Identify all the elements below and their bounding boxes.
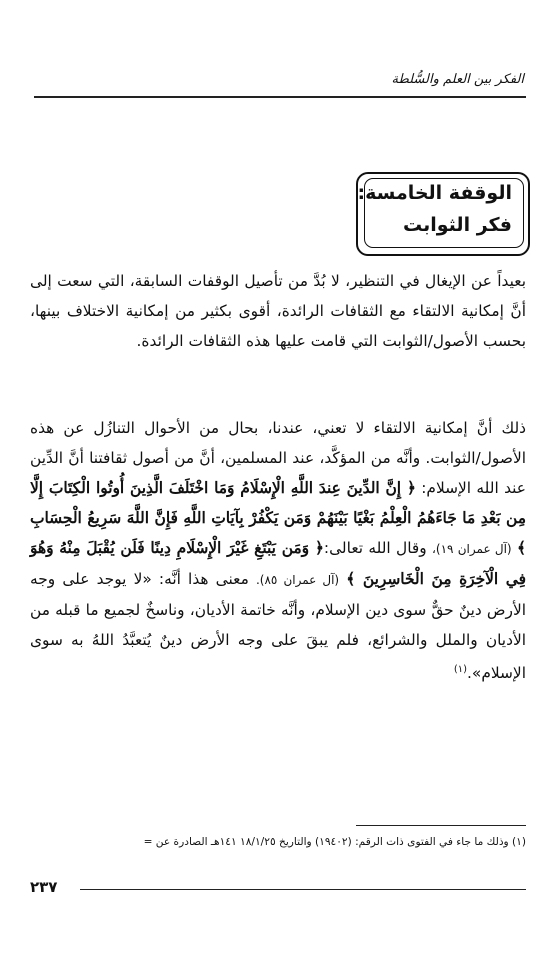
quran-verse-1: ﴿ إِنَّ الدِّينَ عِندَ اللَّهِ الْإِسْلَامُ وَمَا اخْتَلَفَ الَّذِينَ أُوتُوا الْكِتَابَ إِلَّا مِن بَعْدِ مَا جَاءَهُمُ الْعِلْمُ بَغْيًا بَيْنَهُمْ وَمَن يَكْفُرْ بِآيَاتِ اللَّهِ فَإِنَّ اللَّهَ سَرِيعُ الْحِسَابِ ﴾ <box>30 479 526 557</box>
footnote-marker: (١) <box>453 664 468 675</box>
running-header-title: الفكر بين العلم والسُّلطة <box>391 72 524 87</box>
section-heading-line2: فكر الثوابت <box>403 214 512 236</box>
paragraph-1: بعيداً عن الإيغال في التنظير، لا بُدَّ من تأصيل الوقفات السابقة، التي سعت إلى أنَّ إمكانية الالتقاء مع الثقافات الرائدة، أقوى بكثير من إمكانية الاختلاف بينها، بحسب الأصول/الثوابت التي قامت عليها هذه الثقافات الرائدة. <box>30 272 526 350</box>
bottom-rule <box>80 889 526 890</box>
paragraph-2-connector: وقال الله تعالى: <box>323 539 427 557</box>
page-number: ٢٣٧ <box>30 878 63 896</box>
paragraph-2 <box>30 413 526 688</box>
header-rule <box>34 96 526 98</box>
footnote-text: (١) وذلك ما جاء في الفتوى ذات الرقم: (١٩٤٠٢) والتاريخ ١٨/١/٢٥ ١٤١هـ الصادرة عن = <box>143 836 526 848</box>
footnote-rule <box>356 825 526 826</box>
verse-reference-1: (آل عمران ١٩)، <box>432 542 512 556</box>
quran-verse-2: ﴿ وَمَن يَبْتَغِ غَيْرَ الْإِسْلَامِ دِينًا فَلَن يُقْبَلَ مِنْهُ وَهُوَ فِي الْآخِرَةِ مِنَ الْخَاسِرِينَ ﴾ <box>30 539 526 588</box>
section-heading-line1: الوقفة الخامسة: <box>357 182 512 204</box>
paragraph-2-explanation: معنى هذا أنَّه: «لا يوجد على وجه الأرض دينٌ حقٌّ سوى دين الإسلام، وأنَّه خاتمة الأديان، وناسخٌ لجميع ما قبله من الأديان والملل والشرائع، فلم يبقَ على وجه الأرض دينٌ يُتعبَّدُ اللهُ به سوى الإسلام». <box>30 570 526 683</box>
paragraph-2-intro: ذلك أنَّ إمكانية الالتقاء لا تعني، عندنا، بحال من الأحوال التنازُل عن هذه الأصول/الثوابت. وأنَّه من المؤكَّد، عند المسلمين، أنَّ من أصول ثقافتنا أنَّ الدِّين عند الله الإسلام: <box>30 419 526 497</box>
section-heading-box <box>356 172 530 256</box>
verse-reference-2: (آل عمران ٨٥). <box>255 573 340 587</box>
